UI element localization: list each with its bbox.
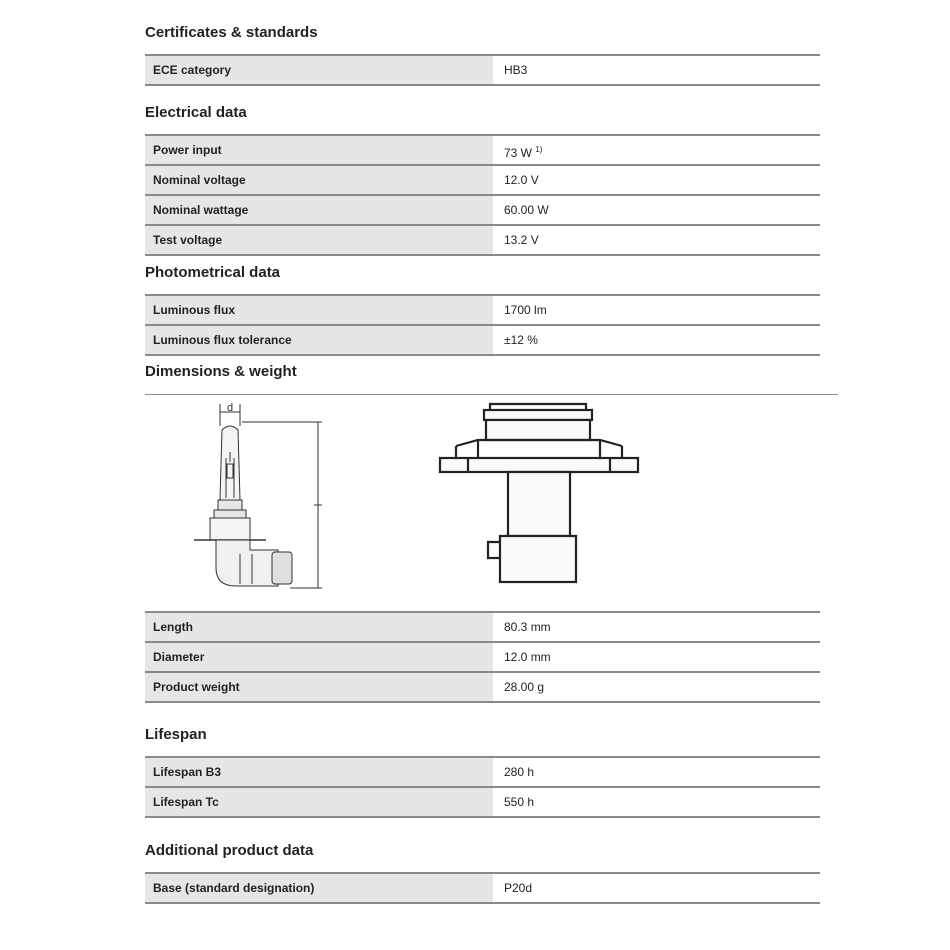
section-title-additional: Additional product data: [145, 842, 314, 859]
table-row: [145, 56, 820, 86]
table-row: [145, 166, 820, 196]
table-row: [145, 643, 820, 673]
footnote-marker: 1): [535, 145, 543, 154]
row-label: Base (standard designation): [145, 874, 494, 902]
row-label: ECE category: [145, 56, 494, 84]
base-socket-drawing: [438, 402, 640, 590]
section-divider: [145, 394, 838, 395]
lifespan-table: [145, 756, 820, 818]
additional-table: [145, 872, 820, 904]
row-label: Product weight: [145, 673, 494, 701]
table-row: [145, 296, 820, 326]
row-label: Length: [145, 613, 494, 641]
row-value: 28.00 g: [494, 673, 820, 701]
row-value: P20d: [494, 874, 820, 902]
section-title-photometrical: Photometrical data: [145, 264, 281, 281]
electrical-table: [145, 134, 820, 256]
section-title-lifespan: Lifespan: [145, 726, 207, 743]
certificates-table: [145, 54, 820, 86]
row-label: Lifespan B3: [145, 758, 494, 786]
row-label: Lifespan Tc: [145, 788, 494, 816]
section-title-dimensions: Dimensions & weight: [145, 363, 297, 380]
row-value: 60.00 W: [494, 196, 820, 224]
bulb-dimension-drawing: [180, 400, 340, 600]
section-title-certificates: Certificates & standards: [145, 24, 318, 41]
table-row: [145, 196, 820, 226]
table-row: [145, 874, 820, 904]
row-label: Power input: [145, 136, 494, 164]
row-value: HB3: [494, 56, 820, 84]
diameter-label: d: [226, 402, 234, 414]
row-label: Nominal voltage: [145, 166, 494, 194]
table-row: [145, 226, 820, 256]
row-value: 1700 lm: [494, 296, 820, 324]
row-value: 280 h: [494, 758, 820, 786]
section-title-electrical: Electrical data: [145, 104, 247, 121]
table-row: [145, 326, 820, 356]
row-label: Luminous flux: [145, 296, 494, 324]
row-value: 550 h: [494, 788, 820, 816]
row-label: Luminous flux tolerance: [145, 326, 494, 354]
table-row: [145, 673, 820, 703]
row-value: ±12 %: [494, 326, 820, 354]
table-row: [145, 758, 820, 788]
row-label: Diameter: [145, 643, 494, 671]
table-row: [145, 136, 820, 166]
dimensions-table: [145, 611, 820, 703]
row-label: Nominal wattage: [145, 196, 494, 224]
row-value: [494, 136, 820, 164]
photometrical-table: [145, 294, 820, 356]
value-text: 73 W: [504, 146, 533, 160]
row-value: 80.3 mm: [494, 613, 820, 641]
table-row: [145, 788, 820, 818]
table-row: [145, 613, 820, 643]
row-value: 12.0 mm: [494, 643, 820, 671]
row-value: 12.0 V: [494, 166, 820, 194]
row-value: 13.2 V: [494, 226, 820, 254]
row-label: Test voltage: [145, 226, 494, 254]
